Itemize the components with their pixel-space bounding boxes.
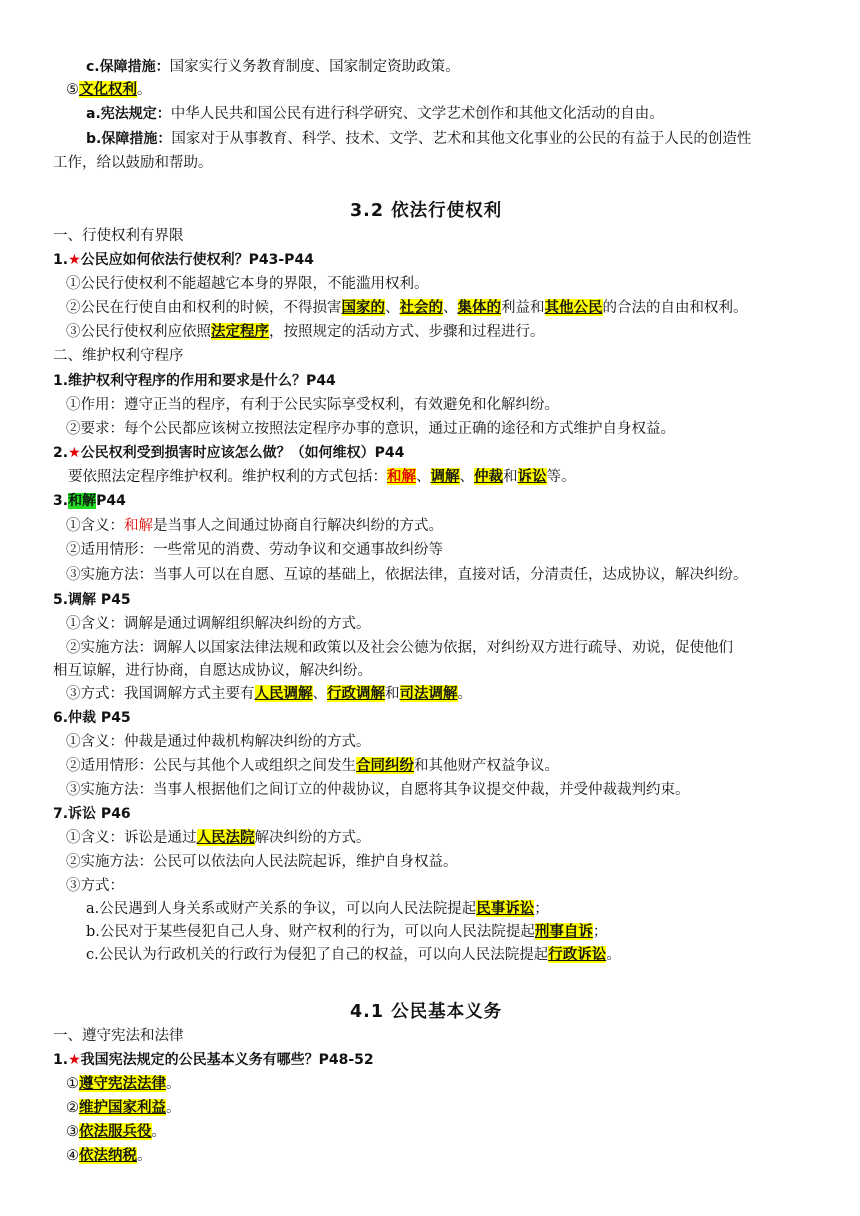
tail: 。	[166, 1100, 181, 1116]
heading-mediation: 5.调解 P45	[53, 592, 131, 608]
tail: 。	[151, 1124, 166, 1140]
highlight: 社会的	[399, 299, 443, 316]
text: 等。	[546, 469, 576, 485]
line-b-guarantee	[86, 128, 751, 150]
tail: 。	[606, 947, 621, 963]
arbitration-scope	[66, 755, 559, 777]
num: 3.	[53, 493, 69, 509]
highlight-cultural-rights: 文化权利	[79, 81, 137, 98]
section-title-3-2: 3.2 依法行使权利	[350, 201, 503, 221]
question-4-1	[53, 1049, 374, 1071]
text: 和其他财产权益争议。	[414, 758, 559, 774]
q1-answer-2	[66, 297, 748, 319]
mediation-types	[66, 683, 472, 705]
reconciliation-scope: ②适用情形：一些常见的消费、劳动争议和交通事故纠纷等	[66, 542, 443, 558]
sep: 、	[385, 300, 400, 316]
heading-litigation: 7.诉讼 P46	[53, 806, 131, 822]
tail: ；	[534, 901, 549, 917]
sep: 、	[312, 686, 327, 702]
highlight: 民事诉讼	[476, 900, 535, 917]
star-icon: ★	[68, 1052, 81, 1068]
question-3	[53, 442, 404, 464]
line-b-continued: 工作，给以鼓励和帮助。	[53, 155, 213, 171]
tail: 。	[457, 686, 472, 702]
red-term: 和解	[124, 518, 153, 534]
label: ①含义：	[66, 518, 124, 534]
duty-item	[66, 1145, 152, 1167]
q2-answer-1: ①作用：遵守正当的程序，有利于公民实际享受权利，有效避免和化解纠纷。	[66, 397, 559, 413]
highlight: 行政诉讼	[548, 946, 607, 963]
sep: 和	[385, 686, 400, 702]
sep: 、	[443, 300, 458, 316]
sep: 、	[459, 469, 474, 485]
highlight: 其他公民	[544, 299, 603, 316]
star-icon: ★	[68, 252, 81, 268]
litigation-method: ②实施方法：公民可以依法向人民法院起诉，维护自身权益。	[66, 854, 458, 870]
highlight-reconciliation: 和解	[387, 468, 416, 485]
highlight: 依法纳税	[79, 1147, 137, 1164]
text: 是当事人之间通过协商自行解决纠纷的方式。	[153, 518, 443, 534]
text: 中华人民共和国公民有进行科学研究、文学艺术创作和其他文化活动的自由。	[170, 106, 664, 122]
label: c.保障措施：	[86, 59, 170, 75]
mediation-method: ②实施方法：调解人以国家法律法规和政策以及社会公德为依据，对纠纷双方进行疏导、劝说，促使他们	[66, 640, 733, 656]
q2-answer-2: ②要求：每个公民都应该树立按照法定程序办事的意识，通过正确的途径和方式维护自身权益。	[66, 421, 675, 437]
part-heading-1: 一、行使权利有界限	[53, 228, 184, 244]
tail: ；	[592, 924, 608, 940]
text: 国家实行义务教育制度、国家制定资助政策。	[169, 59, 460, 75]
highlight: 法定程序	[211, 323, 269, 340]
reconciliation-meaning	[66, 515, 443, 537]
line-a-constitution	[86, 103, 664, 125]
highlight: 遵守宪法法律	[79, 1075, 166, 1092]
highlight: 调解	[430, 468, 460, 485]
num: 2.	[53, 445, 69, 461]
tail: 。	[166, 1076, 181, 1092]
litigation-civil	[86, 898, 549, 920]
reconciliation-method: ③实施方法：当事人可以在自愿、互谅的基础上，依据法律，直接对话，分清责任，达成协议，解决纠纷。	[66, 567, 748, 583]
highlight: 维护国家利益	[79, 1099, 166, 1116]
num: ①	[66, 1076, 79, 1092]
q1-answer-1: ①公民行使权利不能超越它本身的界限，不能滥用权利。	[66, 276, 429, 292]
q3-answer	[68, 466, 576, 488]
text: ①含义：诉讼是通过	[66, 830, 197, 846]
litigation-meaning	[66, 827, 371, 849]
heading-reconciliation	[53, 490, 126, 512]
heading-arbitration: 6.仲裁 P45	[53, 710, 131, 726]
label: b.保障措施：	[86, 131, 172, 147]
num: ④	[66, 1148, 79, 1164]
text: 解决纠纷的方式。	[254, 830, 371, 846]
line-item5	[66, 79, 152, 101]
text: 公民权利受到损害时应该怎么做？（如何维权）P44	[80, 445, 405, 461]
section-title-4-1: 4.1 公民基本义务	[350, 1002, 503, 1022]
part-heading-4-1: 一、遵守宪法和法律	[53, 1028, 184, 1044]
mediation-meaning: ①含义：调解是通过调解组织解决纠纷的方式。	[66, 616, 371, 632]
page-ref: P44	[96, 493, 126, 509]
question-1	[53, 249, 314, 271]
tail: 。	[137, 1148, 152, 1164]
sep: 利益和	[501, 300, 545, 316]
star-icon: ★	[68, 445, 81, 461]
duty-item	[66, 1073, 181, 1095]
text: ②适用情形：公民与其他个人或组织之间发生	[66, 758, 356, 774]
text: a.公民遇到人身关系或财产关系的争议，可以向人民法院提起	[86, 901, 477, 917]
num: 1.	[53, 1052, 69, 1068]
text: ③方式：我国调解方式主要有	[66, 686, 255, 702]
text: ，按照规定的活动方式、步骤和过程进行。	[269, 324, 545, 340]
highlight: 诉讼	[517, 468, 547, 485]
arbitration-meaning: ①含义：仲裁是通过仲裁机构解决纠纷的方式。	[66, 734, 371, 750]
litigation-administrative	[86, 944, 621, 966]
highlight: 行政调解	[327, 685, 385, 702]
part-heading-2: 二、维护权利守程序	[53, 348, 184, 364]
duty-item	[66, 1097, 181, 1119]
sep: 和	[503, 469, 518, 485]
q1-answer-3	[66, 321, 545, 343]
text: 我国宪法规定的公民基本义务有哪些？P48-52	[80, 1052, 374, 1068]
highlight: 刑事自诉	[534, 923, 593, 940]
highlight: 仲裁	[474, 468, 503, 485]
highlight: 集体的	[457, 299, 501, 316]
arbitration-method: ③实施方法：当事人根据他们之间订立的仲裁协议，自愿将其争议提交仲裁，并受仲裁裁判约束。	[66, 782, 690, 798]
highlight: 依法服兵役	[79, 1123, 152, 1140]
text: 公民应如何依法行使权利？P43-P44	[80, 252, 314, 268]
sep: 、	[416, 469, 431, 485]
duty-item	[66, 1121, 166, 1143]
text: 的合法的自由和权利。	[602, 300, 748, 316]
litigation-types-label: ③方式：	[66, 878, 124, 894]
text: 要依照法定程序维护权利。维护权利的方式包括：	[68, 469, 387, 485]
num: ②	[66, 1100, 79, 1116]
highlight: 合同纠纷	[356, 757, 414, 774]
num: 1.	[53, 252, 69, 268]
label: a.宪法规定：	[86, 106, 171, 122]
text: c.公民认为行政机关的行政行为侵犯了自己的权益，可以向人民法院提起	[86, 947, 549, 963]
text: ③公民行使权利应依照	[66, 324, 211, 340]
text: b.公民对于某些侵犯自己人身、财产权利的行为，可以向人民法院提起	[86, 924, 535, 940]
mediation-method-continued: 相互谅解，进行协商，自愿达成协议，解决纠纷。	[53, 663, 372, 679]
highlight: 司法调解	[399, 685, 458, 702]
highlight: 人民法院	[196, 829, 255, 846]
text: ②公民在行使自由和权利的时候，不得损害	[66, 300, 342, 316]
litigation-criminal	[86, 921, 607, 943]
num: ⑤	[66, 82, 79, 98]
tail: 。	[137, 82, 152, 98]
highlight-green: 和解	[68, 493, 97, 509]
text: 国家对于从事教育、科学、技术、文学、艺术和其他文化事业的公民的有益于人民的创造性	[171, 131, 752, 147]
highlight: 国家的	[341, 299, 385, 316]
highlight: 人民调解	[254, 685, 313, 702]
question-2: 1.维护权利守程序的作用和要求是什么？P44	[53, 373, 336, 389]
line-c-guarantee	[86, 56, 460, 78]
num: ③	[66, 1124, 79, 1140]
